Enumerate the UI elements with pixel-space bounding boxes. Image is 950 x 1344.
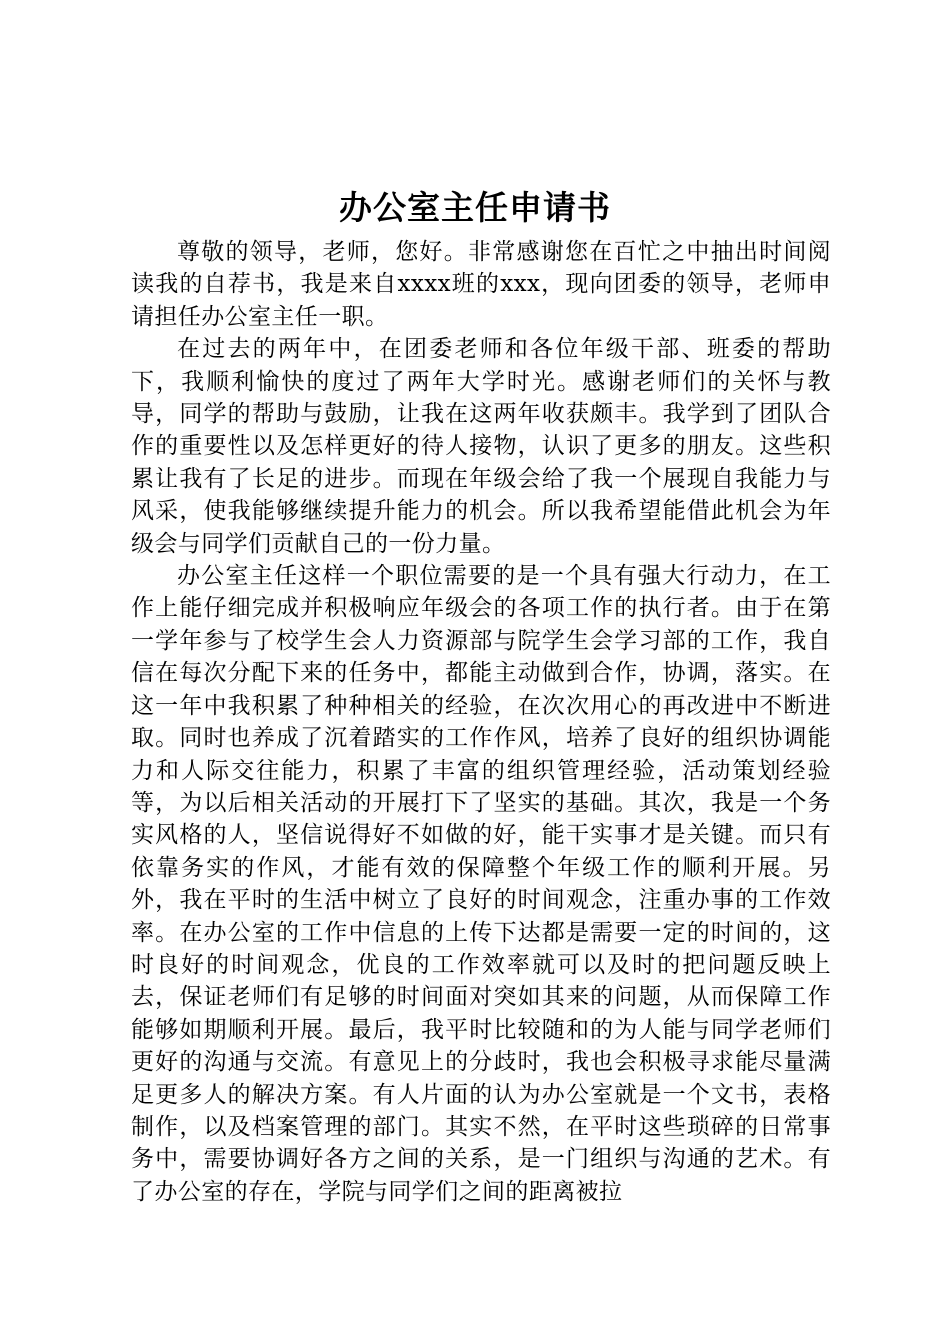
paragraph-past-experience: 在过去的两年中，在团委老师和各位年级干部、班委的帮助下，我顺利愉快的度过了两年大学时光。感谢老师们的关怀与教导，同学的帮助与鼓励，让我在这两年收获颇丰。我学到了团队合作的重要性以及怎样更好的待人接物，认识了更多的朋友。这些积累让我有了长足的进步。而现在年级会给了我一个展现自我能力与风采，使我能够继续提升能力的机会。所以我希望能借此机会为年级会与同学们贡献自己的一份力量。 bbox=[131, 336, 831, 557]
paragraph-greeting: 尊敬的领导，老师，您好。非常感谢您在百忙之中抽出时间阅读我的自荐书，我是来自xxxx班的xxx，现向团委的领导，老师申请担任办公室主任一职。 bbox=[131, 239, 831, 330]
document-title: 办公室主任申请书 bbox=[339, 188, 611, 227]
document-body bbox=[131, 236, 831, 1208]
paragraph-qualifications: 办公室主任这样一个职位需要的是一个具有强大行动力，在工作上能仔细完成并积极响应年级会的各项工作的执行者。由于在第一学年参与了校学生会人力资源部与院学生会学习部的工作，我自信在每次分配下来的任务中，都能主动做到合作，协调，落实。在这一年中我积累了种种相关的经验，在次次用心的再改进中不断进取。同时也养成了沉着踏实的工作作风，培养了良好的组织协调能力和人际交往能力，积累了丰富的组织管理经验，活动策划经验等，为以后相关活动的开展打下了坚实的基础。其次，我是一个务实风格的人，坚信说得好不如做的好，能干实事才是关键。而只有依靠务实的作风，才能有效的保障整个年级工作的顺利开展。另外，我在平时的生活中树立了良好的时间观念，注重办事的工作效率。在办公室的工作中信息的上传下达都是需要一定的时间的，这时良好的时间观念，优良的工作效率就可以及时的把问题反映上去，保证老师们有足够的时间面对突如其来的问题，从而保障工作能够如期顺利开展。最后，我平时比较随和的为人能与同学老师们更好的沟通与交流。有意见上的分歧时，我也会积极寻求能尽量满足更多人的解决方案。有人片面的认为办公室就是一个文书，表格制作，以及档案管理的部门。其实不然，在平时这些琐碎的日常事务中，需要协调好各方之间的关系，是一门组织与沟通的艺术。有了办公室的存在，学院与同学们之间的距离被拉 bbox=[131, 563, 831, 1205]
